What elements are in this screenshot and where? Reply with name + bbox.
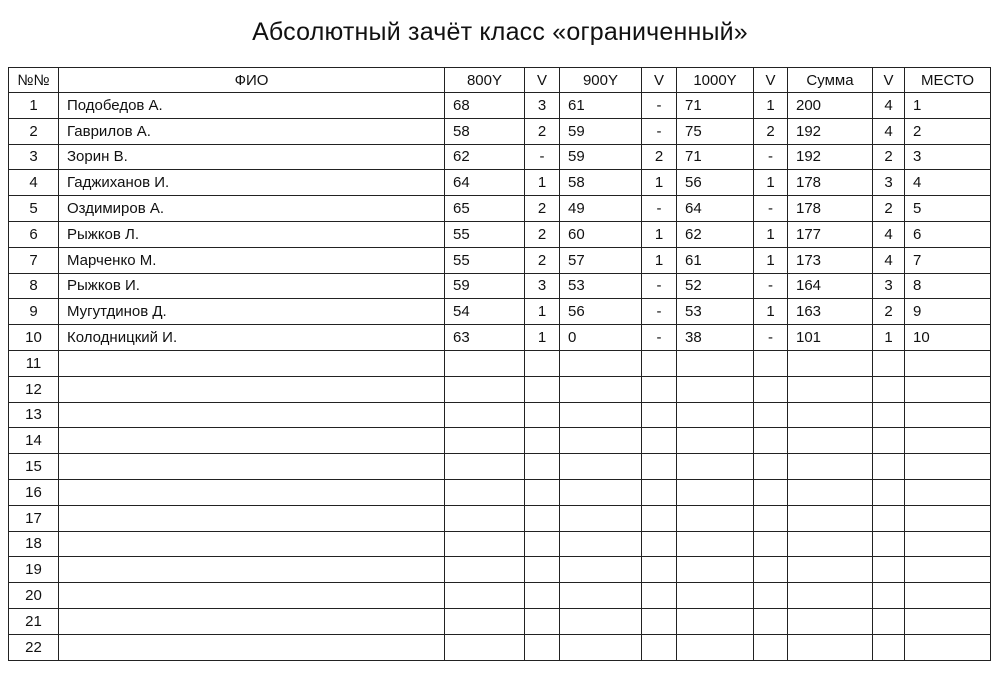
- cell-col-v-total: [873, 376, 905, 402]
- cell-col-place: [905, 350, 991, 376]
- cell-col-sum: 173: [788, 247, 873, 273]
- cell-col-1000y: 52: [677, 273, 754, 299]
- cell-col-v-1000: -: [754, 273, 788, 299]
- cell-col-v-total: [873, 583, 905, 609]
- cell-col-number: 5: [9, 196, 59, 222]
- cell-col-number: 4: [9, 170, 59, 196]
- cell-col-v-total: [873, 428, 905, 454]
- cell-col-v-800: 2: [525, 196, 560, 222]
- cell-col-v-total: [873, 634, 905, 660]
- cell-col-v-1000: [754, 531, 788, 557]
- cell-col-1000y: 71: [677, 93, 754, 119]
- table-row: [9, 634, 991, 660]
- cell-col-1000y: [677, 402, 754, 428]
- cell-col-1000y: [677, 428, 754, 454]
- cell-col-v-total: 2: [873, 299, 905, 325]
- cell-col-v-total: [873, 402, 905, 428]
- table-row: [9, 402, 991, 428]
- cell-col-name: Оздимиров А.: [59, 196, 445, 222]
- cell-col-v-900: -: [642, 93, 677, 119]
- cell-col-v-900: [642, 454, 677, 480]
- cell-col-sum: 192: [788, 144, 873, 170]
- cell-col-v-total: [873, 479, 905, 505]
- cell-col-1000y: [677, 608, 754, 634]
- cell-col-1000y: [677, 583, 754, 609]
- cell-col-v-800: [525, 479, 560, 505]
- cell-col-name: [59, 608, 445, 634]
- cell-col-v-800: [525, 608, 560, 634]
- cell-col-900y: 58: [560, 170, 642, 196]
- cell-col-v-900: [642, 608, 677, 634]
- cell-col-sum: [788, 531, 873, 557]
- cell-col-v-900: [642, 376, 677, 402]
- cell-col-place: 8: [905, 273, 991, 299]
- header-col-v-800: V: [525, 68, 560, 93]
- cell-col-800y: [445, 454, 525, 480]
- cell-col-number: 9: [9, 299, 59, 325]
- cell-col-v-900: [642, 428, 677, 454]
- cell-col-1000y: [677, 376, 754, 402]
- cell-col-place: [905, 505, 991, 531]
- cell-col-place: 6: [905, 221, 991, 247]
- results-table: [8, 67, 991, 661]
- cell-col-v-800: -: [525, 144, 560, 170]
- cell-col-sum: [788, 479, 873, 505]
- cell-col-place: 4: [905, 170, 991, 196]
- cell-col-1000y: 64: [677, 196, 754, 222]
- cell-col-v-900: [642, 402, 677, 428]
- cell-col-v-800: [525, 634, 560, 660]
- cell-col-v-1000: -: [754, 196, 788, 222]
- cell-col-800y: [445, 557, 525, 583]
- cell-col-v-800: [525, 454, 560, 480]
- cell-col-v-900: -: [642, 273, 677, 299]
- cell-col-sum: [788, 634, 873, 660]
- cell-col-number: 18: [9, 531, 59, 557]
- cell-col-number: 12: [9, 376, 59, 402]
- cell-col-v-800: 1: [525, 325, 560, 351]
- cell-col-name: [59, 634, 445, 660]
- cell-col-place: 5: [905, 196, 991, 222]
- cell-col-place: 2: [905, 118, 991, 144]
- cell-col-place: [905, 634, 991, 660]
- cell-col-v-900: [642, 583, 677, 609]
- table-row: [9, 479, 991, 505]
- cell-col-sum: 163: [788, 299, 873, 325]
- cell-col-900y: 56: [560, 299, 642, 325]
- table-row: [9, 93, 991, 119]
- cell-col-number: 21: [9, 608, 59, 634]
- cell-col-v-800: [525, 531, 560, 557]
- cell-col-name: [59, 531, 445, 557]
- cell-col-place: [905, 402, 991, 428]
- cell-col-900y: [560, 505, 642, 531]
- cell-col-v-total: [873, 454, 905, 480]
- cell-col-place: [905, 531, 991, 557]
- table-row: [9, 428, 991, 454]
- cell-col-800y: [445, 505, 525, 531]
- cell-col-v-1000: 1: [754, 247, 788, 273]
- cell-col-800y: 62: [445, 144, 525, 170]
- cell-col-1000y: 56: [677, 170, 754, 196]
- cell-col-name: [59, 479, 445, 505]
- cell-col-900y: [560, 557, 642, 583]
- cell-col-1000y: [677, 634, 754, 660]
- cell-col-1000y: 71: [677, 144, 754, 170]
- cell-col-number: 17: [9, 505, 59, 531]
- table-row: [9, 350, 991, 376]
- cell-col-v-800: [525, 376, 560, 402]
- cell-col-v-total: [873, 608, 905, 634]
- table-row: [9, 144, 991, 170]
- cell-col-sum: [788, 583, 873, 609]
- cell-col-name: [59, 583, 445, 609]
- cell-col-800y: 65: [445, 196, 525, 222]
- cell-col-1000y: [677, 454, 754, 480]
- cell-col-800y: 68: [445, 93, 525, 119]
- cell-col-1000y: [677, 350, 754, 376]
- cell-col-name: Марченко М.: [59, 247, 445, 273]
- cell-col-name: Гаврилов А.: [59, 118, 445, 144]
- cell-col-v-900: -: [642, 325, 677, 351]
- cell-col-900y: [560, 608, 642, 634]
- cell-col-sum: [788, 376, 873, 402]
- table-body: [9, 93, 991, 661]
- cell-col-name: Колодницкий И.: [59, 325, 445, 351]
- cell-col-v-900: 1: [642, 247, 677, 273]
- cell-col-sum: 200: [788, 93, 873, 119]
- cell-col-v-900: [642, 634, 677, 660]
- table-row: [9, 325, 991, 351]
- cell-col-900y: [560, 479, 642, 505]
- table-row: [9, 557, 991, 583]
- cell-col-v-1000: 2: [754, 118, 788, 144]
- cell-col-number: 8: [9, 273, 59, 299]
- cell-col-900y: 59: [560, 118, 642, 144]
- cell-col-900y: 59: [560, 144, 642, 170]
- table-row: [9, 118, 991, 144]
- cell-col-sum: [788, 428, 873, 454]
- cell-col-number: 11: [9, 350, 59, 376]
- cell-col-v-900: 2: [642, 144, 677, 170]
- cell-col-900y: 57: [560, 247, 642, 273]
- cell-col-v-total: 2: [873, 196, 905, 222]
- cell-col-place: 7: [905, 247, 991, 273]
- cell-col-name: [59, 376, 445, 402]
- cell-col-1000y: 62: [677, 221, 754, 247]
- cell-col-name: Зорин В.: [59, 144, 445, 170]
- cell-col-sum: [788, 402, 873, 428]
- cell-col-900y: 49: [560, 196, 642, 222]
- cell-col-name: Мугутдинов Д.: [59, 299, 445, 325]
- cell-col-v-1000: [754, 583, 788, 609]
- cell-col-v-1000: [754, 376, 788, 402]
- cell-col-name: [59, 505, 445, 531]
- cell-col-sum: 177: [788, 221, 873, 247]
- cell-col-v-800: 2: [525, 221, 560, 247]
- cell-col-v-total: 1: [873, 325, 905, 351]
- header-row: [9, 68, 991, 93]
- cell-col-v-1000: 1: [754, 221, 788, 247]
- cell-col-800y: [445, 583, 525, 609]
- header-col-1000y: 1000Y: [677, 68, 754, 93]
- cell-col-800y: [445, 531, 525, 557]
- cell-col-sum: 178: [788, 170, 873, 196]
- table-row: [9, 505, 991, 531]
- cell-col-800y: [445, 428, 525, 454]
- cell-col-sum: [788, 608, 873, 634]
- cell-col-v-1000: -: [754, 144, 788, 170]
- page-title: Абсолютный зачёт класс «ограниченный»: [252, 18, 748, 46]
- table-row: [9, 583, 991, 609]
- cell-col-1000y: 38: [677, 325, 754, 351]
- cell-col-v-1000: [754, 557, 788, 583]
- cell-col-name: Рыжков И.: [59, 273, 445, 299]
- cell-col-place: 3: [905, 144, 991, 170]
- cell-col-name: Подобедов А.: [59, 93, 445, 119]
- cell-col-900y: [560, 402, 642, 428]
- cell-col-900y: [560, 350, 642, 376]
- cell-col-place: [905, 428, 991, 454]
- header-col-number: №№: [9, 68, 59, 93]
- cell-col-number: 20: [9, 583, 59, 609]
- cell-col-number: 16: [9, 479, 59, 505]
- cell-col-place: 10: [905, 325, 991, 351]
- cell-col-v-900: -: [642, 118, 677, 144]
- cell-col-name: [59, 428, 445, 454]
- cell-col-1000y: 53: [677, 299, 754, 325]
- cell-col-number: 22: [9, 634, 59, 660]
- cell-col-v-total: 4: [873, 221, 905, 247]
- cell-col-number: 15: [9, 454, 59, 480]
- cell-col-v-800: [525, 505, 560, 531]
- cell-col-number: 1: [9, 93, 59, 119]
- cell-col-name: [59, 402, 445, 428]
- cell-col-v-800: [525, 583, 560, 609]
- cell-col-900y: [560, 376, 642, 402]
- cell-col-v-total: 4: [873, 247, 905, 273]
- cell-col-place: [905, 583, 991, 609]
- cell-col-number: 6: [9, 221, 59, 247]
- cell-col-v-total: [873, 505, 905, 531]
- table-row: [9, 273, 991, 299]
- cell-col-v-900: [642, 531, 677, 557]
- cell-col-place: [905, 557, 991, 583]
- cell-col-v-1000: 1: [754, 170, 788, 196]
- cell-col-v-total: 4: [873, 93, 905, 119]
- cell-col-v-800: 1: [525, 299, 560, 325]
- cell-col-sum: [788, 350, 873, 376]
- cell-col-v-900: 1: [642, 170, 677, 196]
- header-col-sum: Сумма: [788, 68, 873, 93]
- cell-col-sum: 101: [788, 325, 873, 351]
- cell-col-number: 2: [9, 118, 59, 144]
- cell-col-v-1000: [754, 479, 788, 505]
- cell-col-v-1000: [754, 634, 788, 660]
- cell-col-900y: [560, 583, 642, 609]
- cell-col-v-1000: [754, 428, 788, 454]
- cell-col-place: 1: [905, 93, 991, 119]
- cell-col-v-1000: 1: [754, 93, 788, 119]
- cell-col-name: Гаджиханов И.: [59, 170, 445, 196]
- cell-col-place: [905, 454, 991, 480]
- cell-col-v-total: 2: [873, 144, 905, 170]
- cell-col-sum: [788, 505, 873, 531]
- cell-col-900y: [560, 531, 642, 557]
- cell-col-sum: 164: [788, 273, 873, 299]
- cell-col-1000y: [677, 479, 754, 505]
- cell-col-place: [905, 376, 991, 402]
- header-col-name: ФИО: [59, 68, 445, 93]
- cell-col-800y: 54: [445, 299, 525, 325]
- cell-col-number: 13: [9, 402, 59, 428]
- cell-col-800y: 58: [445, 118, 525, 144]
- cell-col-1000y: 61: [677, 247, 754, 273]
- cell-col-800y: [445, 350, 525, 376]
- cell-col-v-900: 1: [642, 221, 677, 247]
- cell-col-v-800: 2: [525, 247, 560, 273]
- cell-col-name: [59, 454, 445, 480]
- cell-col-v-900: -: [642, 196, 677, 222]
- cell-col-800y: [445, 402, 525, 428]
- cell-col-1000y: [677, 557, 754, 583]
- cell-col-number: 14: [9, 428, 59, 454]
- cell-col-v-total: 3: [873, 273, 905, 299]
- cell-col-900y: [560, 428, 642, 454]
- cell-col-v-900: [642, 479, 677, 505]
- cell-col-v-800: 3: [525, 273, 560, 299]
- header-col-800y: 800Y: [445, 68, 525, 93]
- cell-col-v-800: 3: [525, 93, 560, 119]
- cell-col-800y: 64: [445, 170, 525, 196]
- table-row: [9, 531, 991, 557]
- cell-col-name: [59, 557, 445, 583]
- header-col-v-900: V: [642, 68, 677, 93]
- cell-col-800y: [445, 608, 525, 634]
- cell-col-v-total: [873, 350, 905, 376]
- table-row: [9, 454, 991, 480]
- cell-col-sum: 178: [788, 196, 873, 222]
- header-col-900y: 900Y: [560, 68, 642, 93]
- cell-col-900y: 60: [560, 221, 642, 247]
- cell-col-place: [905, 608, 991, 634]
- cell-col-place: [905, 479, 991, 505]
- cell-col-v-total: 3: [873, 170, 905, 196]
- cell-col-place: 9: [905, 299, 991, 325]
- table-row: [9, 376, 991, 402]
- cell-col-sum: [788, 557, 873, 583]
- table-row: [9, 196, 991, 222]
- cell-col-800y: 63: [445, 325, 525, 351]
- cell-col-800y: [445, 479, 525, 505]
- cell-col-v-1000: [754, 350, 788, 376]
- cell-col-800y: [445, 376, 525, 402]
- cell-col-1000y: [677, 531, 754, 557]
- cell-col-1000y: [677, 505, 754, 531]
- cell-col-1000y: 75: [677, 118, 754, 144]
- table-row: [9, 221, 991, 247]
- cell-col-800y: 55: [445, 247, 525, 273]
- cell-col-900y: 61: [560, 93, 642, 119]
- table-row: [9, 247, 991, 273]
- cell-col-800y: 59: [445, 273, 525, 299]
- cell-col-v-800: [525, 557, 560, 583]
- cell-col-v-1000: [754, 505, 788, 531]
- table-row: [9, 170, 991, 196]
- table-row: [9, 299, 991, 325]
- cell-col-v-800: [525, 350, 560, 376]
- cell-col-v-1000: [754, 402, 788, 428]
- cell-col-v-900: [642, 505, 677, 531]
- cell-col-v-1000: 1: [754, 299, 788, 325]
- cell-col-name: Рыжков Л.: [59, 221, 445, 247]
- cell-col-v-800: [525, 402, 560, 428]
- cell-col-v-1000: -: [754, 325, 788, 351]
- cell-col-v-total: 4: [873, 118, 905, 144]
- cell-col-number: 19: [9, 557, 59, 583]
- cell-col-v-total: [873, 531, 905, 557]
- cell-col-v-900: [642, 557, 677, 583]
- cell-col-900y: [560, 454, 642, 480]
- cell-col-number: 7: [9, 247, 59, 273]
- cell-col-800y: [445, 634, 525, 660]
- cell-col-v-total: [873, 557, 905, 583]
- table-row: [9, 608, 991, 634]
- cell-col-v-900: -: [642, 299, 677, 325]
- cell-col-800y: 55: [445, 221, 525, 247]
- cell-col-name: [59, 350, 445, 376]
- cell-col-v-800: 2: [525, 118, 560, 144]
- header-col-place: МЕСТО: [905, 68, 991, 93]
- cell-col-900y: [560, 634, 642, 660]
- cell-col-sum: [788, 454, 873, 480]
- cell-col-900y: 0: [560, 325, 642, 351]
- cell-col-v-900: [642, 350, 677, 376]
- cell-col-v-800: 1: [525, 170, 560, 196]
- cell-col-number: 3: [9, 144, 59, 170]
- cell-col-v-800: [525, 428, 560, 454]
- cell-col-sum: 192: [788, 118, 873, 144]
- cell-col-number: 10: [9, 325, 59, 351]
- cell-col-v-1000: [754, 608, 788, 634]
- cell-col-900y: 53: [560, 273, 642, 299]
- cell-col-v-1000: [754, 454, 788, 480]
- header-col-v-total: V: [873, 68, 905, 93]
- header-col-v-1000: V: [754, 68, 788, 93]
